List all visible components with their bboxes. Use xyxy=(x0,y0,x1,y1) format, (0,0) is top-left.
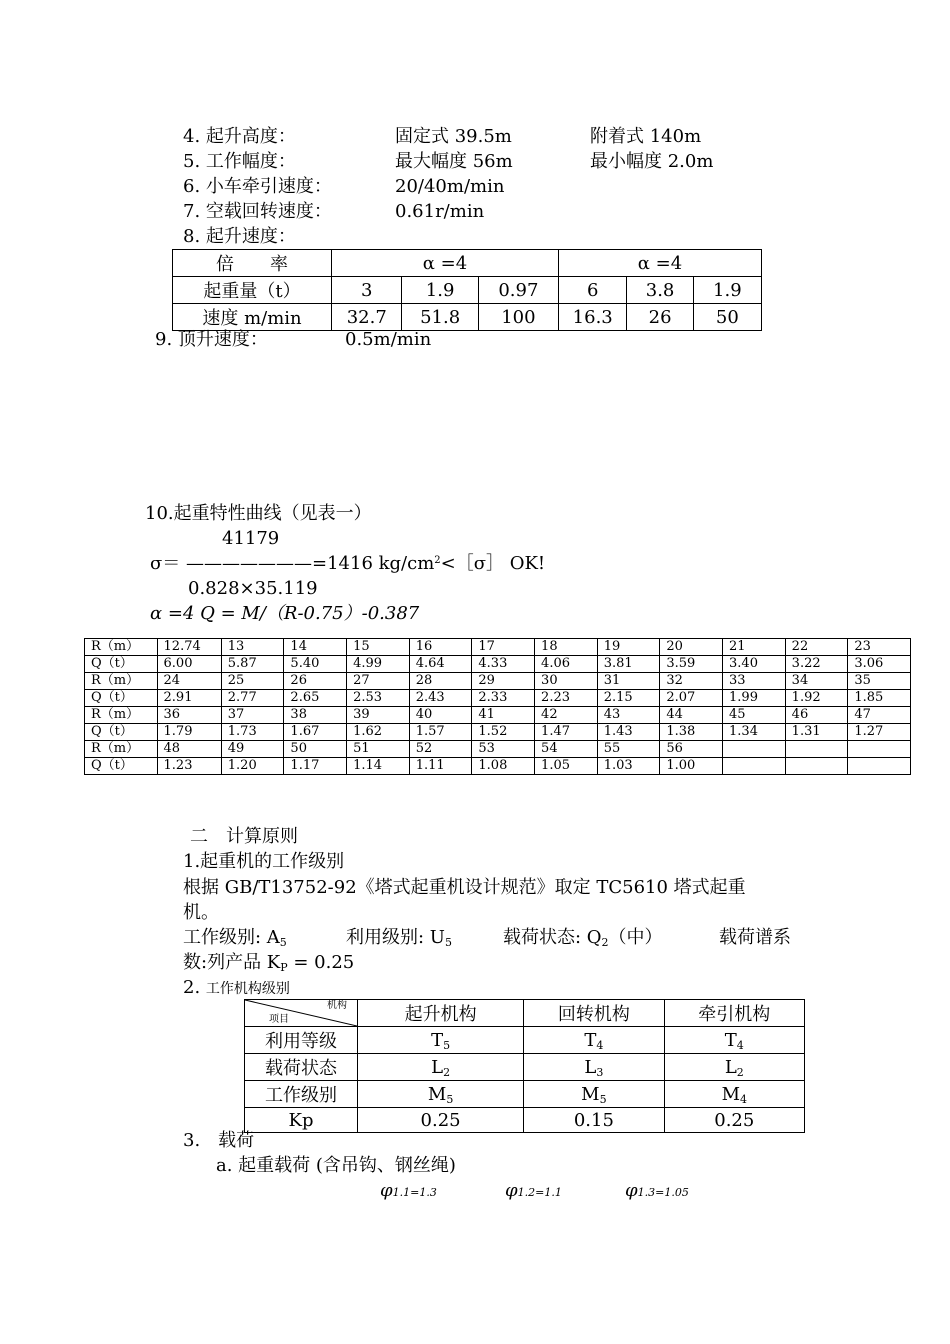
spectrum-label: 载荷谱系 xyxy=(719,927,791,948)
table-cell: 35 xyxy=(848,673,911,690)
load-header: 起重量（t） xyxy=(173,277,332,304)
speed-cell: 51.8 xyxy=(402,304,478,331)
table-cell: 4.99 xyxy=(347,656,410,673)
corner-top-label: 机构 xyxy=(327,1000,347,1011)
alpha-header-1: α =4 xyxy=(332,250,559,277)
speed-cell: 50 xyxy=(693,304,761,331)
table-cell: 44 xyxy=(660,707,723,724)
table-cell: 4.33 xyxy=(472,656,535,673)
row-label: 载荷状态 xyxy=(245,1054,358,1081)
load-cell: 3 xyxy=(332,277,402,304)
section2-paragraph-line1: 根据 GB/T13752-92《塔式起重机设计规范》取定 TC5610 塔式起重 xyxy=(183,877,746,898)
table-row xyxy=(85,656,911,673)
spec-line xyxy=(183,151,714,173)
kp-line: 数:列产品 $K_P = 0.25$ xyxy=(183,952,355,974)
row-header-cell: R（m） xyxy=(85,639,158,656)
table-cell: 32 xyxy=(660,673,723,690)
load-cell: 0.97 xyxy=(478,277,558,304)
table-cell: 48 xyxy=(157,741,221,758)
jack-speed-line xyxy=(155,329,432,351)
table-cell: 17 xyxy=(472,639,535,656)
spec-label: 起升高度： xyxy=(205,126,296,147)
load-state: 载荷状态: $Q_2$（中） xyxy=(503,927,663,949)
work-level-line xyxy=(183,927,808,949)
spec-line xyxy=(183,176,505,198)
table-row xyxy=(85,758,911,775)
table-cell: 2.15 xyxy=(597,690,660,707)
row-header-cell: Q（t） xyxy=(85,724,158,741)
row-label: 利用等级 xyxy=(245,1027,358,1054)
row-header-cell: R（m） xyxy=(85,707,158,724)
load-characteristic-table xyxy=(84,638,911,775)
table-cell: 20 xyxy=(660,639,723,656)
table-cell: 39 xyxy=(347,707,410,724)
load-cell: 1.9 xyxy=(693,277,761,304)
table-cell: 23 xyxy=(848,639,911,656)
spec-number: 4. xyxy=(183,126,201,147)
table-cell: 1.85 xyxy=(848,690,911,707)
spec-line xyxy=(183,226,296,248)
table-cell xyxy=(723,758,786,775)
table-cell: 1.52 xyxy=(472,724,535,741)
corner-cell xyxy=(245,1000,358,1027)
mechanism-cell: $M_5$ xyxy=(357,1081,523,1108)
table-cell: 1.27 xyxy=(848,724,911,741)
table-cell: 3.22 xyxy=(785,656,848,673)
formula-denominator: 0.828×35.119 xyxy=(188,578,318,599)
mechanism-header: 回转机构 xyxy=(524,1000,664,1027)
table-cell: 29 xyxy=(472,673,535,690)
table-cell xyxy=(723,741,786,758)
table-cell: 2.65 xyxy=(284,690,347,707)
table-cell: 1.23 xyxy=(157,758,221,775)
table-cell: 3.81 xyxy=(597,656,660,673)
use-level: 利用级别: $U_5$ xyxy=(346,927,452,949)
formula-tail: <［σ］ OK! xyxy=(440,553,546,574)
table-cell: 6.00 xyxy=(157,656,221,673)
spec-label: 起升速度： xyxy=(205,226,296,247)
table-cell: 1.34 xyxy=(723,724,786,741)
speed-cell: 26 xyxy=(627,304,693,331)
table-cell: 31 xyxy=(597,673,660,690)
table-cell xyxy=(785,741,848,758)
table-cell: 51 xyxy=(347,741,410,758)
table-row xyxy=(85,741,911,758)
spec-value-2: 附着式 140m xyxy=(590,126,702,147)
spec-value: 0.61r/min xyxy=(395,201,485,222)
speed-cell: 100 xyxy=(478,304,558,331)
table-cell: 56 xyxy=(660,741,723,758)
formula-main: σ＝ ———————=1416 kg/cm xyxy=(150,553,435,574)
row-header-cell: R（m） xyxy=(85,673,158,690)
table-cell: 1.67 xyxy=(284,724,347,741)
table-cell: 52 xyxy=(409,741,472,758)
mechanism-header: 牵引机构 xyxy=(664,1000,804,1027)
work-level: 工作级别: $A_5$ xyxy=(183,927,287,949)
table-row xyxy=(85,690,911,707)
speed-cell: 16.3 xyxy=(558,304,626,331)
table-cell: 1.17 xyxy=(284,758,347,775)
row-header-cell: R（m） xyxy=(85,741,158,758)
spec-value: 最大幅度 56m xyxy=(395,151,513,172)
table-cell: 12.74 xyxy=(157,639,221,656)
section2-sub1: 1.起重机的工作级别 xyxy=(183,851,345,872)
mechanism-cell: $L_2$ xyxy=(664,1054,804,1081)
mechanism-cell: 0.25 xyxy=(357,1108,523,1133)
table-cell: 49 xyxy=(221,741,284,758)
formula-line xyxy=(150,553,545,575)
phi-factor: φ1.3=1.05 xyxy=(625,1180,689,1201)
q-formula: α =4 Q = M/（R-0.75）-0.387 xyxy=(150,603,420,624)
row-header-cell: Q（t） xyxy=(85,758,158,775)
section3-heading: 3. 载荷 xyxy=(183,1130,255,1151)
table-cell: 1.57 xyxy=(409,724,472,741)
speed-cell: 32.7 xyxy=(332,304,402,331)
table-cell: 53 xyxy=(472,741,535,758)
table-cell: 24 xyxy=(157,673,221,690)
spec-line xyxy=(183,126,702,148)
table-cell: 47 xyxy=(848,707,911,724)
hoist-speed-table xyxy=(172,249,762,331)
table-cell: 4.06 xyxy=(535,656,598,673)
table-cell: 1.38 xyxy=(660,724,723,741)
mechanism-cell: 0.15 xyxy=(524,1108,664,1133)
table-cell: 4.64 xyxy=(409,656,472,673)
mechanism-cell: $M_4$ xyxy=(664,1081,804,1108)
load-cell: 1.9 xyxy=(402,277,478,304)
table-cell xyxy=(848,741,911,758)
jack-speed-label: 9. 顶升速度： xyxy=(155,329,268,350)
table-cell: 1.31 xyxy=(785,724,848,741)
phi-factor: φ1.2=1.1 xyxy=(505,1180,562,1201)
mechanism-cell: $M_5$ xyxy=(524,1081,664,1108)
table-row xyxy=(85,707,911,724)
section2-heading: 二 计算原则 xyxy=(190,826,298,847)
table-cell: 2.77 xyxy=(221,690,284,707)
row-label: Kp xyxy=(245,1108,358,1133)
table-cell: 37 xyxy=(221,707,284,724)
mechanism-cell: 0.25 xyxy=(664,1108,804,1133)
spec-number: 5. xyxy=(183,151,201,172)
table-cell: 1.20 xyxy=(221,758,284,775)
table-cell: 1.03 xyxy=(597,758,660,775)
section2-paragraph-line2: 机。 xyxy=(183,902,219,923)
table-cell: 21 xyxy=(723,639,786,656)
mechanism-level-table xyxy=(244,999,805,1133)
table-cell xyxy=(785,758,848,775)
table-cell: 1.99 xyxy=(723,690,786,707)
table-row xyxy=(245,1054,805,1081)
spec-number: 8. xyxy=(183,226,201,247)
row-header-cell: Q（t） xyxy=(85,656,158,673)
table-cell: 38 xyxy=(284,707,347,724)
table-cell: 40 xyxy=(409,707,472,724)
table-cell: 43 xyxy=(597,707,660,724)
table-row xyxy=(245,1108,805,1133)
table-row xyxy=(85,673,911,690)
table-row xyxy=(85,724,911,741)
spec-number: 6. xyxy=(183,176,201,197)
table-cell: 3.06 xyxy=(848,656,911,673)
table-cell: 54 xyxy=(535,741,598,758)
curve-title: 10.起重特性曲线（见表一） xyxy=(145,503,372,524)
speed-header: 速度 m/min xyxy=(173,304,332,331)
spec-label: 空载回转速度： xyxy=(205,201,332,222)
table-cell: 45 xyxy=(723,707,786,724)
table-row xyxy=(245,1081,805,1108)
table-cell: 42 xyxy=(535,707,598,724)
spec-number: 7. xyxy=(183,201,201,222)
table-cell: 1.79 xyxy=(157,724,221,741)
phi-factor: φ1.1=1.3 xyxy=(380,1180,437,1201)
rate-header: 倍 率 xyxy=(173,250,332,277)
table-cell: 2.53 xyxy=(347,690,410,707)
table-cell: 1.08 xyxy=(472,758,535,775)
table-cell: 3.59 xyxy=(660,656,723,673)
table-cell: 1.47 xyxy=(535,724,598,741)
table-row xyxy=(85,639,911,656)
mechanism-cell: $L_2$ xyxy=(357,1054,523,1081)
table-cell: 33 xyxy=(723,673,786,690)
table-cell: 2.23 xyxy=(535,690,598,707)
table-cell: 28 xyxy=(409,673,472,690)
table-cell: 26 xyxy=(284,673,347,690)
load-cell: 3.8 xyxy=(627,277,693,304)
table-cell: 1.11 xyxy=(409,758,472,775)
row-label: 工作级别 xyxy=(245,1081,358,1108)
mechanism-cell: $T_4$ xyxy=(524,1027,664,1054)
table-cell: 14 xyxy=(284,639,347,656)
table-cell: 3.40 xyxy=(723,656,786,673)
table-cell: 5.40 xyxy=(284,656,347,673)
table-cell: 1.00 xyxy=(660,758,723,775)
load-cell: 6 xyxy=(558,277,626,304)
table-cell: 2.33 xyxy=(472,690,535,707)
table-cell: 46 xyxy=(785,707,848,724)
mechanism-cell: $L_3$ xyxy=(524,1054,664,1081)
mechanism-header: 起升机构 xyxy=(357,1000,523,1027)
table-cell: 1.14 xyxy=(347,758,410,775)
formula-numerator: 41179 xyxy=(222,528,280,549)
row-header-cell: Q（t） xyxy=(85,690,158,707)
table-cell: 1.05 xyxy=(535,758,598,775)
table-cell: 2.91 xyxy=(157,690,221,707)
spec-label: 工作幅度： xyxy=(205,151,296,172)
table-cell: 1.62 xyxy=(347,724,410,741)
table-cell: 27 xyxy=(347,673,410,690)
table-row xyxy=(245,1027,805,1054)
spec-label: 小车牵引速度： xyxy=(205,176,332,197)
table-cell: 1.73 xyxy=(221,724,284,741)
spec-value: 固定式 39.5m xyxy=(395,126,512,147)
table-cell: 15 xyxy=(347,639,410,656)
table-cell: 19 xyxy=(597,639,660,656)
table-cell: 36 xyxy=(157,707,221,724)
alpha-header-2: α =4 xyxy=(558,250,761,277)
spec-line xyxy=(183,201,485,223)
mechanism-cell: $T_5$ xyxy=(357,1027,523,1054)
jack-speed-value: 0.5m/min xyxy=(345,329,432,350)
formula-exponent: 2 xyxy=(434,555,441,566)
section3-sub-a: a. 起重载荷 (含吊钩、钢丝绳) xyxy=(216,1155,456,1176)
spec-value-2: 最小幅度 2.0m xyxy=(590,151,714,172)
table-cell: 13 xyxy=(221,639,284,656)
table-cell: 2.43 xyxy=(409,690,472,707)
table-cell: 55 xyxy=(597,741,660,758)
mechanism-cell: $T_4$ xyxy=(664,1027,804,1054)
table-cell: 50 xyxy=(284,741,347,758)
table-cell: 1.92 xyxy=(785,690,848,707)
corner-bottom-label: 项目 xyxy=(269,1014,289,1025)
table-cell: 16 xyxy=(409,639,472,656)
table-cell: 1.43 xyxy=(597,724,660,741)
table-cell xyxy=(848,758,911,775)
table-cell: 22 xyxy=(785,639,848,656)
section2-sub2: 2. 工作机构级别 xyxy=(183,977,290,998)
table-cell: 25 xyxy=(221,673,284,690)
table-cell: 30 xyxy=(535,673,598,690)
table-cell: 18 xyxy=(535,639,598,656)
spec-value: 20/40m/min xyxy=(395,176,505,197)
table-cell: 2.07 xyxy=(660,690,723,707)
table-cell: 5.87 xyxy=(221,656,284,673)
table-cell: 34 xyxy=(785,673,848,690)
table-cell: 41 xyxy=(472,707,535,724)
